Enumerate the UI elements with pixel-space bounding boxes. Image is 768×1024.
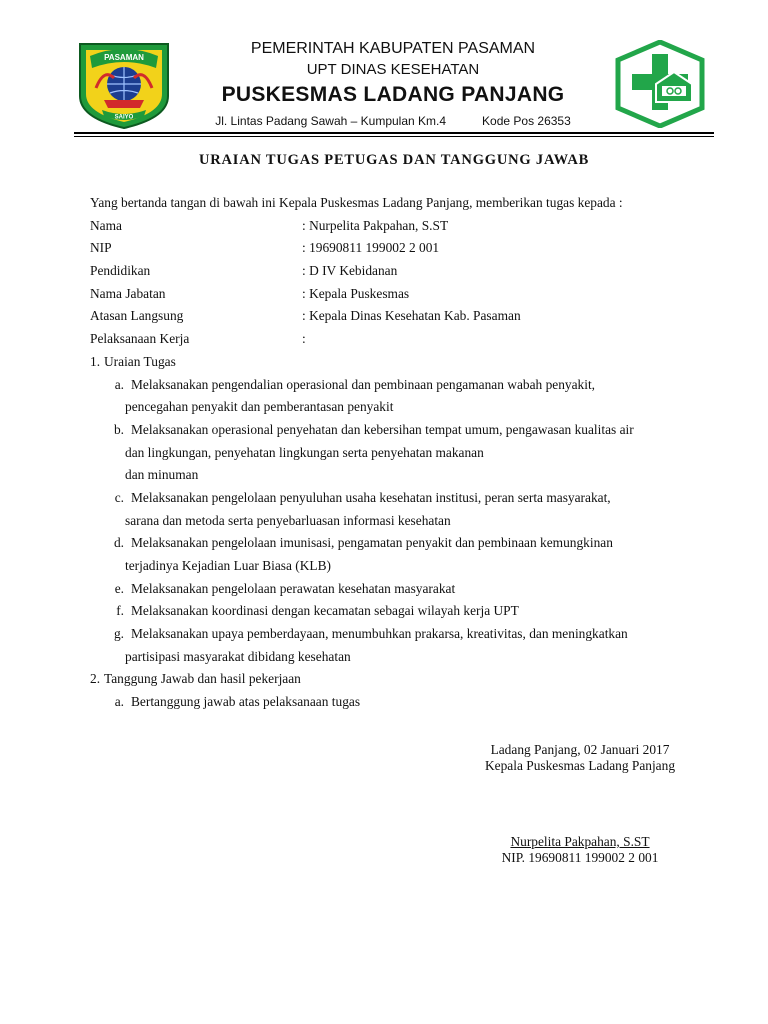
list-text: Melaksanakan operasional penyehatan dan kebersihan tempat umum, pengawasan kualitas air <box>131 421 634 437</box>
signature-block <box>460 742 700 774</box>
list-item <box>90 532 710 555</box>
signature-name: Nurpelita Pakpahan, S.ST <box>510 834 650 849</box>
field-row <box>90 305 710 328</box>
pasaman-emblem-icon <box>74 38 174 130</box>
field-row <box>90 328 710 351</box>
list-marker: d. <box>113 535 124 551</box>
list-text-continued: pencegahan penyakit dan pemberantasan penyakit <box>125 399 394 415</box>
section-heading: Uraian Tugas <box>104 353 176 369</box>
list-item <box>90 487 710 510</box>
section-number: 1. <box>90 353 101 369</box>
list-text-continued: dan lingkungan, penyehatan lingkungan serta penyehatan makanan <box>125 444 484 460</box>
document-body <box>90 192 710 714</box>
letterhead-postal-code: Kode Pos 26353 <box>482 114 571 128</box>
field-value: : Kepala Puskesmas <box>302 285 410 301</box>
field-row <box>90 215 710 238</box>
signature-name-block <box>460 834 700 866</box>
field-value: : Nurpelita Pakpahan, S.ST <box>302 217 449 233</box>
field-label: Nama <box>90 217 122 233</box>
list-item <box>90 691 710 714</box>
signature-position: Kepala Puskesmas Ladang Panjang <box>484 758 676 773</box>
field-value: : D IV Kebidanan <box>302 263 398 279</box>
section-1-heading <box>90 351 710 374</box>
field-label: NIP <box>90 240 112 256</box>
field-row <box>90 283 710 306</box>
letterhead-title: PUSKESMAS LADANG PANJANG <box>221 83 565 106</box>
list-marker: e. <box>114 580 124 596</box>
list-text: Melaksanakan pengelolaan penyuluhan usaha kesehatan institusi, peran serta masyarakat, <box>131 489 611 505</box>
list-item <box>90 578 710 601</box>
list-marker: f. <box>116 603 124 619</box>
field-label: Atasan Langsung <box>90 308 184 324</box>
letterhead <box>180 36 606 130</box>
list-text: Melaksanakan pengelolaan perawatan kesehatan masyarakat <box>131 580 456 596</box>
list-text: Melaksanakan pengendalian operasional dan pembinaan pengamanan wabah penyakit, <box>131 376 596 392</box>
section-heading: Tanggung Jawab dan hasil pekerjaan <box>104 671 301 687</box>
field-value: : 19690811 199002 2 001 <box>302 240 440 256</box>
list-item <box>90 374 710 397</box>
field-value: : Kepala Dinas Kesehatan Kab. Pasaman <box>302 308 521 324</box>
signature-nip: NIP. 19690811 199002 2 001 <box>501 850 659 865</box>
list-marker: a. <box>114 694 124 710</box>
field-label: Pendidikan <box>90 263 151 279</box>
field-value: : <box>302 331 306 347</box>
list-text: Melaksanakan pengelolaan imunisasi, pengamatan penyakit dan pembinaan kemungkinan <box>131 535 613 551</box>
letterhead-rule-thick <box>74 132 714 134</box>
section-number: 2. <box>90 671 101 687</box>
signature-place-date: Ladang Panjang, 02 Januari 2017 <box>490 742 670 757</box>
list-text: Melaksanakan upaya pemberdayaan, menumbuhkan prakarsa, kreativitas, dan meningkatkan <box>131 626 628 642</box>
letterhead-rule-thin <box>74 136 714 137</box>
document-title: URAIAN TUGAS PETUGAS DAN TANGGUNG JAWAB <box>198 152 590 168</box>
letterhead-line-1: PEMERINTAH KABUPATEN PASAMAN <box>250 40 536 57</box>
logo-left-bottom-text: SAIYO <box>114 114 134 121</box>
intro-text: Yang bertanda tangan di bawah ini Kepala Puskesmas Ladang Panjang, memberikan tugas kepada : <box>90 195 623 210</box>
field-label: Pelaksanaan Kerja <box>90 331 190 347</box>
letterhead-address: Jl. Lintas Padang Sawah – Kumpulan Km.4 <box>215 114 447 128</box>
list-item <box>90 623 710 646</box>
list-marker: b. <box>113 421 124 437</box>
field-row <box>90 260 710 283</box>
letterhead-address-line <box>180 112 606 130</box>
list-marker: g. <box>113 626 124 642</box>
puskesmas-cross-icon <box>612 40 708 128</box>
identity-fields <box>90 215 710 351</box>
field-label: Nama Jabatan <box>90 285 166 301</box>
list-text: Melaksanakan koordinasi dengan kecamatan sebagai wilayah kerja UPT <box>131 603 519 619</box>
list-text-continued: partisipasi masyarakat dibidang kesehatan <box>125 648 351 664</box>
letterhead-line-2: UPT DINAS KESEHATAN <box>306 61 480 78</box>
list-marker: c. <box>114 489 124 505</box>
list-text-continued: terjadinya Kejadian Luar Biasa (KLB) <box>125 558 331 573</box>
list-text: Bertanggung jawab atas pelaksanaan tugas <box>131 694 361 710</box>
list-text-continued: dan minuman <box>125 467 199 483</box>
list-text-continued: sarana dan metoda serta penyebarluasan informasi kesehatan <box>125 512 451 528</box>
list-marker: a. <box>114 376 124 392</box>
section-2-heading <box>90 668 710 691</box>
list-item <box>90 600 710 623</box>
list-item <box>90 419 710 442</box>
logo-left-top-text: PASAMAN <box>104 53 144 62</box>
field-row <box>90 237 710 260</box>
